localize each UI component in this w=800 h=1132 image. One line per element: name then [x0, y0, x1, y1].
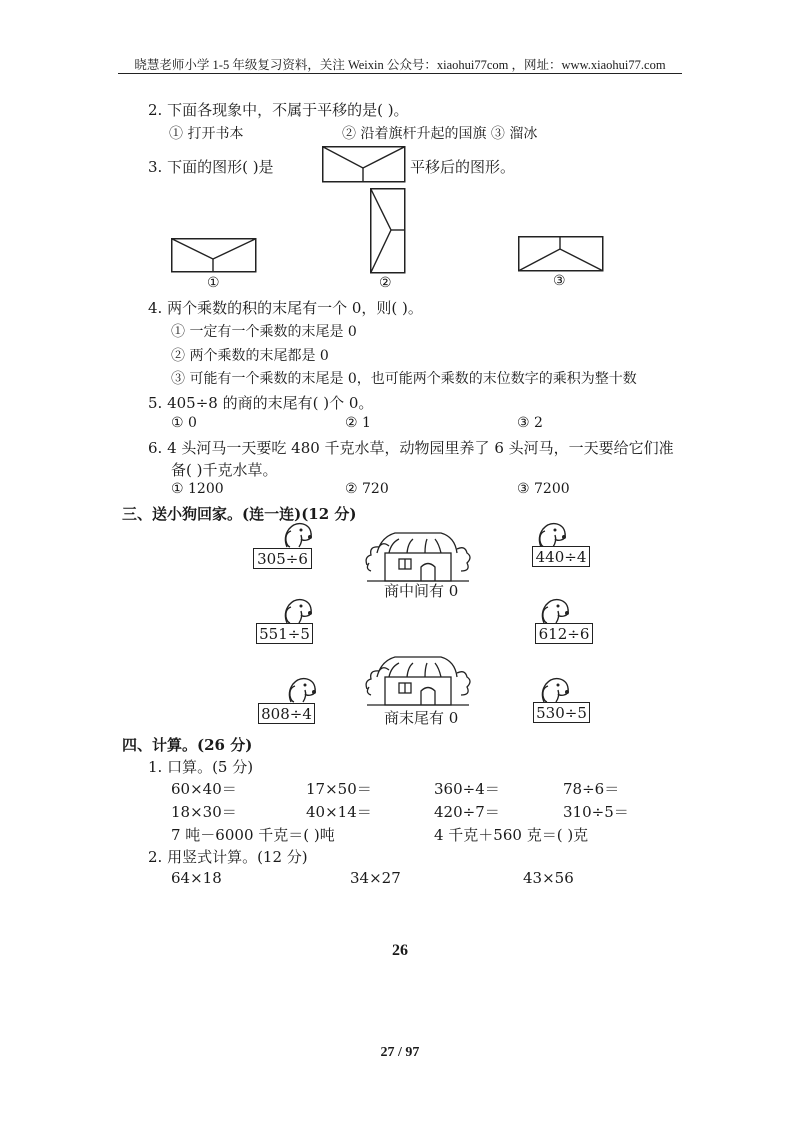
q2-stem: 2. 下面各现象中，不属于平移的是( )。 [148, 101, 409, 119]
q6-option-3: ③ 7200 [517, 481, 570, 497]
oral-calc-8: 310÷5＝ [563, 803, 629, 821]
section4-title: 四、计算。(26 分) [122, 736, 253, 754]
q2-option-1: ① 打开书本 [169, 126, 244, 142]
q6-stem-line1: 6. 4 头河马一天要吃 480 千克水草，动物园里养了 6 头河马，一天要给它们准 [148, 439, 674, 457]
q6-option-2: ② 720 [345, 481, 389, 497]
house-label-1: 商中间有 0 [384, 582, 459, 600]
vertical-calc-2: 34×27 [350, 869, 401, 887]
q3-label-1: ① [207, 275, 220, 291]
house-label-2: 商末尾有 0 [384, 709, 459, 727]
oral-calc-3: 360÷4＝ [434, 780, 500, 798]
q5-option-2: ② 1 [345, 415, 371, 431]
vertical-calc-1: 64×18 [171, 869, 222, 887]
page-number: 26 [392, 942, 408, 959]
q3-stem-after: 平移后的图形。 [410, 158, 516, 176]
unit-conversion-2: 4 千克＋560 克＝( )克 [434, 826, 589, 844]
section4-sub1: 1. 口算。(5 分) [148, 758, 254, 776]
dog-box-right-3[interactable]: 530÷5 [533, 702, 590, 723]
oral-calc-5: 18×30＝ [171, 803, 237, 821]
page-count: 27 / 97 [380, 1045, 420, 1060]
q4-option-1: ① 一定有一个乘数的末尾是 0 [171, 324, 357, 340]
vertical-calc-3: 43×56 [523, 869, 574, 887]
q3-figure-2 [370, 188, 407, 274]
dog-icon [538, 676, 572, 704]
section3-title: 三、送小狗回家。(连一连)(12 分) [122, 505, 357, 523]
house-icon [363, 527, 473, 585]
oral-calc-7: 420÷7＝ [434, 803, 500, 821]
house-icon [363, 651, 473, 709]
q3-figure-3 [518, 236, 604, 273]
q6-stem-line2: 备( )千克水草。 [171, 461, 278, 479]
q3-reference-figure [322, 146, 406, 184]
dog-icon [281, 521, 315, 549]
dog-box-right-1[interactable]: 440÷4 [532, 546, 590, 567]
dog-box-left-3[interactable]: 808÷4 [258, 703, 315, 724]
oral-calc-1: 60×40＝ [171, 780, 237, 798]
dog-icon [281, 597, 315, 625]
dog-icon [538, 597, 572, 625]
page-header: 晓慧老师小学 1-5 年级复习资料，关注 Weixin 公众号：xiaohui77com ，网址：www.xiaohui77.com [134, 58, 666, 72]
q5-stem: 5. 405÷8 的商的末尾有( )个 0。 [148, 394, 374, 412]
dog-icon [535, 521, 569, 549]
q3-figure-1 [171, 238, 257, 274]
q6-option-1: ① 1200 [171, 481, 224, 497]
q3-label-3: ③ [553, 273, 566, 289]
unit-conversion-1: 7 吨－6000 千克＝( )吨 [171, 826, 335, 844]
dog-icon [285, 676, 319, 704]
q4-stem: 4. 两个乘数的积的末尾有一个 0，则( )。 [148, 299, 423, 317]
q4-option-2: ② 两个乘数的末尾都是 0 [171, 348, 329, 364]
dog-box-right-2[interactable]: 612÷6 [535, 623, 593, 644]
q4-option-3: ③ 可能有一个乘数的末尾是 0，也可能两个乘数的末位数字的乘积为整十数 [171, 371, 637, 387]
dog-box-left-1[interactable]: 305÷6 [253, 548, 312, 569]
section4-sub2: 2. 用竖式计算。(12 分) [148, 848, 308, 866]
header-rule [118, 73, 682, 74]
q5-option-3: ③ 2 [517, 415, 543, 431]
oral-calc-4: 78÷6＝ [563, 780, 620, 798]
q2-option-2: ② 沿着旗杆升起的国旗 ③ 溜冰 [342, 126, 538, 142]
q5-option-1: ① 0 [171, 415, 197, 431]
oral-calc-2: 17×50＝ [306, 780, 372, 798]
q3-label-2: ② [379, 275, 392, 291]
q3-stem-before: 3. 下面的图形( )是 [148, 158, 274, 176]
dog-box-left-2[interactable]: 551÷5 [256, 623, 313, 644]
oral-calc-6: 40×14＝ [306, 803, 372, 821]
